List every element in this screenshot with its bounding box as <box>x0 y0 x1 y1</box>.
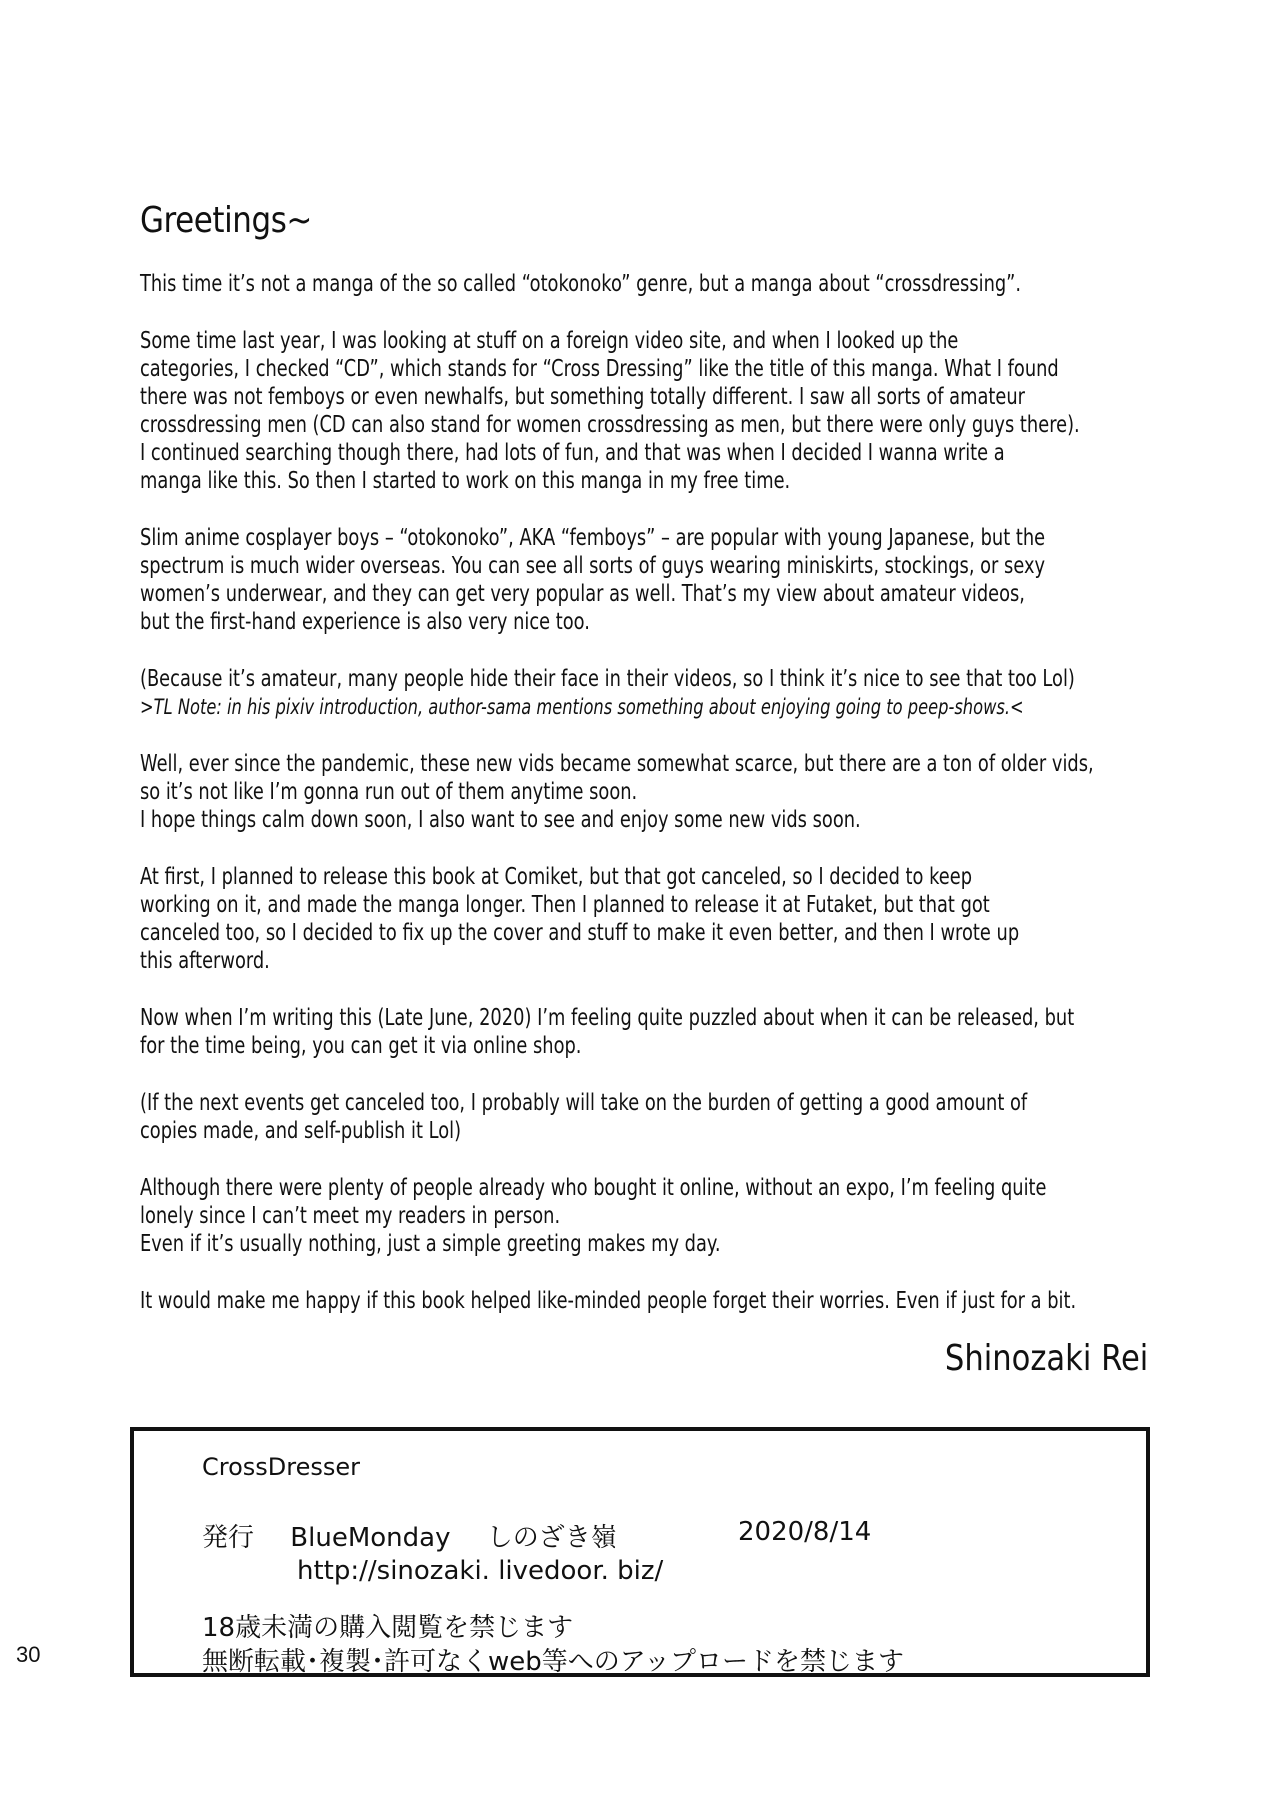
colophon-box <box>130 1427 1150 1677</box>
text-line: It would make me happy if this book helped like-minded people forget their worries. Even if just for a bit. <box>140 1288 1077 1314</box>
text-line: this afterword. <box>140 948 270 974</box>
text-line: categories, I checked “CD”, which stands for “Cross Dressing” like the title of this manga. What I found <box>140 356 1059 382</box>
website-url: http://sinozaki. livedoor. biz/ <box>297 1556 664 1586</box>
author-name: しのざき嶺 <box>486 1523 617 1553</box>
paragraph <box>140 327 1148 495</box>
text-line: there was not femboys or even newhalfs, but something totally different. I saw all sorts of amateur <box>140 384 1025 410</box>
paragraph <box>140 750 1148 834</box>
text-line: lonely since I can’t meet my readers in person. <box>140 1203 561 1229</box>
copyright-notice: 無断転載･複製･許可なくweb等へのアップロードを禁じます <box>202 1647 904 1677</box>
text-line: Although there were plenty of people already who bought it online, without an expo, I’m feeling quite <box>140 1175 1047 1201</box>
text-line: Now when I’m writing this (Late June, 2020) I’m feeling quite puzzled about when it can be released, but <box>140 1005 1075 1031</box>
translator-note: >TL Note: in his pixiv introduction, author-sama mentions something about enjoying going to peep-shows.< <box>140 695 1024 719</box>
publish-label: 発行 <box>202 1523 255 1553</box>
text-line: This time it’s not a manga of the so called “otokonoko” genre, but a manga about “crossdressing”. <box>140 271 1022 297</box>
publish-date: 2020/8/14 <box>738 1517 872 1547</box>
paragraph <box>140 665 1148 693</box>
paragraph <box>140 1089 1148 1145</box>
paragraph <box>140 524 1148 636</box>
paragraph <box>140 1174 1148 1258</box>
text-line: At first, I planned to release this book at Comiket, but that got canceled, so I decided to keep <box>140 864 973 890</box>
text-line: canceled too, so I decided to fix up the cover and stuff to make it even better, and then I wrote up <box>140 920 1020 946</box>
text-line: I hope things calm down soon, I also want to see and enjoy some new vids soon. <box>140 807 861 833</box>
publisher-line <box>202 1517 645 1554</box>
text-line: (Because it’s amateur, many people hide their face in their videos, so I think it’s nice to see that too Lol) <box>140 666 1075 692</box>
book-title: CrossDresser <box>202 1453 361 1481</box>
text-line: copies made, and self-publish it Lol) <box>140 1118 462 1144</box>
text-line: Even if it’s usually nothing, just a simple greeting makes my day. <box>140 1231 721 1257</box>
paragraph <box>140 1287 1148 1315</box>
text-line: crossdressing men (CD can also stand for women crossdressing as men, but there were only guys there). <box>140 412 1080 438</box>
text-line: women’s underwear, and they can get very popular as well. That’s my view about amateur videos, <box>140 581 1025 607</box>
page-heading: Greetings~ <box>140 200 312 241</box>
text-line: Slim anime cosplayer boys – “otokonoko”, AKA “femboys” – are popular with young Japanese, but the <box>140 525 1046 551</box>
text-line: so it’s not like I’m gonna run out of them anytime soon. <box>140 779 638 805</box>
afterword-body <box>140 270 1148 1344</box>
text-line: spectrum is much wider overseas. You can see all sorts of guys wearing miniskirts, stockings, or sexy <box>140 553 1046 579</box>
page-number: 30 <box>16 1642 41 1667</box>
text-line: (If the next events get canceled too, I probably will take on the burden of getting a good amount of <box>140 1090 1028 1116</box>
paragraph <box>140 1004 1148 1060</box>
text-line: for the time being, you can get it via online shop. <box>140 1033 582 1059</box>
text-line: Well, ever since the pandemic, these new vids became somewhat scarce, but there are a ton of older vids, <box>140 751 1094 777</box>
paragraph <box>140 863 1148 975</box>
paragraph <box>140 270 1148 298</box>
text-line: working on it, and made the manga longer. Then I planned to release it at Futaket, but that got <box>140 892 990 918</box>
author-signature: Shinozaki Rei <box>944 1338 1148 1379</box>
text-line: but the first-hand experience is also very nice too. <box>140 609 590 635</box>
text-line: manga like this. So then I started to work on this manga in my free time. <box>140 468 791 494</box>
circle-name: BlueMonday <box>290 1523 451 1553</box>
text-line: Some time last year, I was looking at stuff on a foreign video site, and when I looked up the <box>140 328 959 354</box>
text-line: I continued searching though there, had lots of fun, and that was when I decided I wanna write a <box>140 440 1005 466</box>
age-notice: 18歳未満の購入閲覧を禁じます <box>202 1613 574 1643</box>
